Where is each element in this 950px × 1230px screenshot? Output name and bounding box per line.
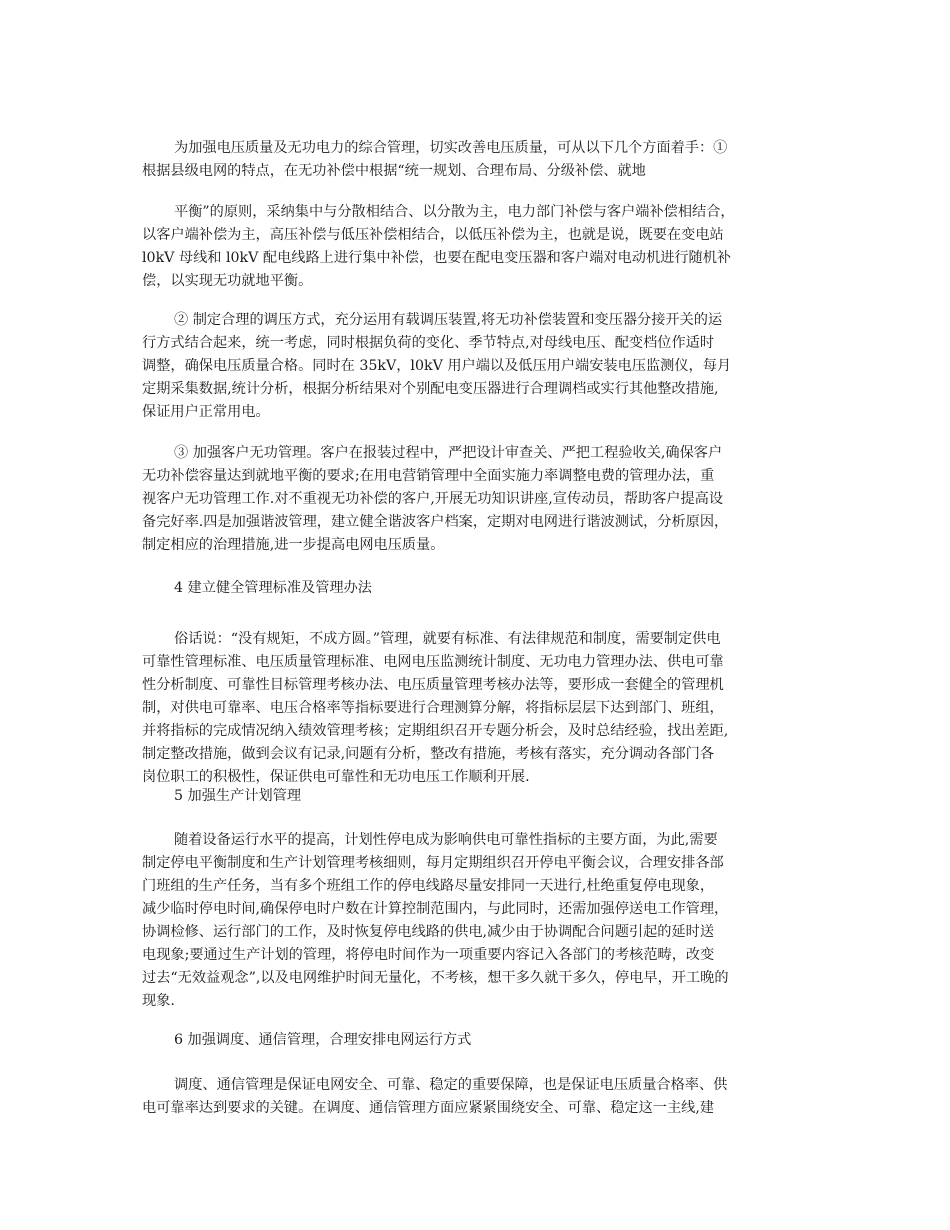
section-heading-5	[142, 785, 822, 808]
text-line: 视客户无功管理工作.对不重视无功补偿的客户,开展无功知识讲座,宣传动员，帮助客户提高设	[142, 491, 724, 507]
text-line: 协调检修、运行部门的工作，及时恢复停电线路的供电,减少由于协调配合问题引起的延时送	[142, 924, 715, 940]
text-line: 以客户端补偿为主，高压补偿与低压补偿相结合，以低压补偿为主，也就是说，既要在变电站	[142, 227, 724, 243]
text-line: 电可靠率达到要求的关键。在调度、通信管理方面应紧紧围绕安全、可靠、稳定这一主线,建	[142, 1100, 715, 1116]
text-line: 根据县级电网的特点，在无功补偿中根据“统一规划、合理布局、分级补偿、就地	[142, 163, 646, 179]
text-line: 调度、通信管理是保证电网安全、可靠、稳定的重要保障，也是保证电压质量合格率、供	[174, 1077, 728, 1093]
text-line: 偿，以实现无功就地平衡。	[142, 273, 313, 289]
text-line: l0kV 母线和 l0kV 配电线路上进行集中补偿，也要在配电变压器和客户端对电动机进行随机补	[142, 250, 732, 266]
text-line: 减少临时停电时间,确保停电时户数在计算控制范围内，与此同时，还需加强停送电工作管理，	[142, 901, 729, 917]
text-line: 为加强电压质量及无功电力的综合管理，切实改善电压质量，可从以下几个方面着手：①	[174, 140, 728, 156]
text-line: 过去“无效益观念”,以及电网维护时间无量化，不考核，想干多久就干多久，停电早，开工晚的	[142, 970, 729, 986]
section-heading: 6 加强调度、通信管理，合理安排电网运行方式	[174, 1032, 472, 1048]
paragraph-1	[142, 137, 822, 183]
text-line: 制定停电平衡制度和生产计划管理考核细则，每月定期组织召开停电平衡会议，合理安排各部	[142, 855, 724, 871]
text-line: 平衡”的原则，采纳集中与分散相结合、以分散为主，电力部门补偿与客户端补偿相结合，	[174, 204, 735, 220]
paragraph-5	[142, 628, 822, 789]
text-line: 俗话说：“没有规矩，不成方圆。”管理，就要有标准、有法律规范和制度，需要制定供电	[174, 631, 721, 647]
text-line: 门班组的生产任务，当有多个班组工作的停电线路尽量安排同一天进行,杜绝重复停电现象，	[142, 878, 715, 894]
text-line: 随着设备运行水平的提高，计划性停电成为影响供电可靠性指标的主要方面，为此,需要	[174, 832, 718, 848]
text-line: 岗位职工的积极性，保证供电可靠性和无功电压工作顺利开展.	[142, 769, 530, 785]
paragraph-4	[142, 442, 822, 557]
text-line: 现象.	[142, 993, 175, 1009]
section-heading-6	[142, 1029, 822, 1052]
paragraph-7	[142, 1074, 822, 1120]
text-line: 备完好率.四是加强谐波管理，建立健全谐波客户档案，定期对电网进行谐波测试，分析原因，	[142, 514, 729, 530]
text-line: ③ 加强客户无功管理。客户在报装过程中，严把设计审查关、严把工程验收关,确保客户	[174, 445, 723, 461]
paragraph-3	[142, 309, 822, 424]
text-line: 可靠性管理标准、电压质量管理标准、电网电压监测统计制度、无功电力管理办法、供电可靠	[142, 654, 724, 670]
text-line: 制，对供电可靠率、电压合格率等指标要进行合理测算分解，将指标层层下达到部门、班组，	[142, 700, 724, 716]
section-heading: 4 建立健全管理标准及管理办法	[174, 580, 372, 596]
text-line: 制定相应的治理措施,进一步提高电网电压质量。	[142, 537, 445, 553]
text-line: 定期采集数据,统计分析，根据分析结果对个别配电变压器进行合理调档或实行其他整改措施,	[142, 381, 719, 397]
paragraph-6	[142, 829, 822, 1013]
section-heading-4	[142, 577, 822, 600]
paragraph-2	[142, 201, 822, 293]
text-line: 制定整改措施，做到会议有记录,问题有分析，整改有措施，考核有落实，充分调动各部门各	[142, 746, 715, 762]
text-line: 性分析制度、可靠性目标管理考核办法、电压质量管理考核办法等，要形成一套健全的管理机	[142, 677, 724, 693]
text-line: 无功补偿容量达到就地平衡的要求;在用电营销管理中全面实施力率调整电费的管理办法，重	[142, 468, 715, 484]
text-line: 并将指标的完成情况纳入绩效管理考核；定期组织召开专题分析会，及时总结经验，找出差距,	[142, 723, 729, 739]
text-line: 电现象;要通过生产计划的管理，将停电时间作为一项重要内容记入各部门的考核范畴，改变	[142, 947, 715, 963]
text-line: 保证用户正常用电。	[142, 404, 270, 420]
text-line: ② 制定合理的调压方式，充分运用有载调压装置,将无功补偿装置和变压器分接开关的运	[174, 312, 723, 328]
text-line: 行方式结合起来，统一考虑，同时根据负荷的变化、季节特点,对母线电压、配变档位作适时	[142, 335, 715, 351]
text-line: 调整，确保电压质量合格。同时在 35kV，l0kV 用户端以及低压用户端安装电压监测仪，每月	[142, 358, 732, 374]
section-heading: 5 加强生产计划管理	[174, 788, 302, 804]
